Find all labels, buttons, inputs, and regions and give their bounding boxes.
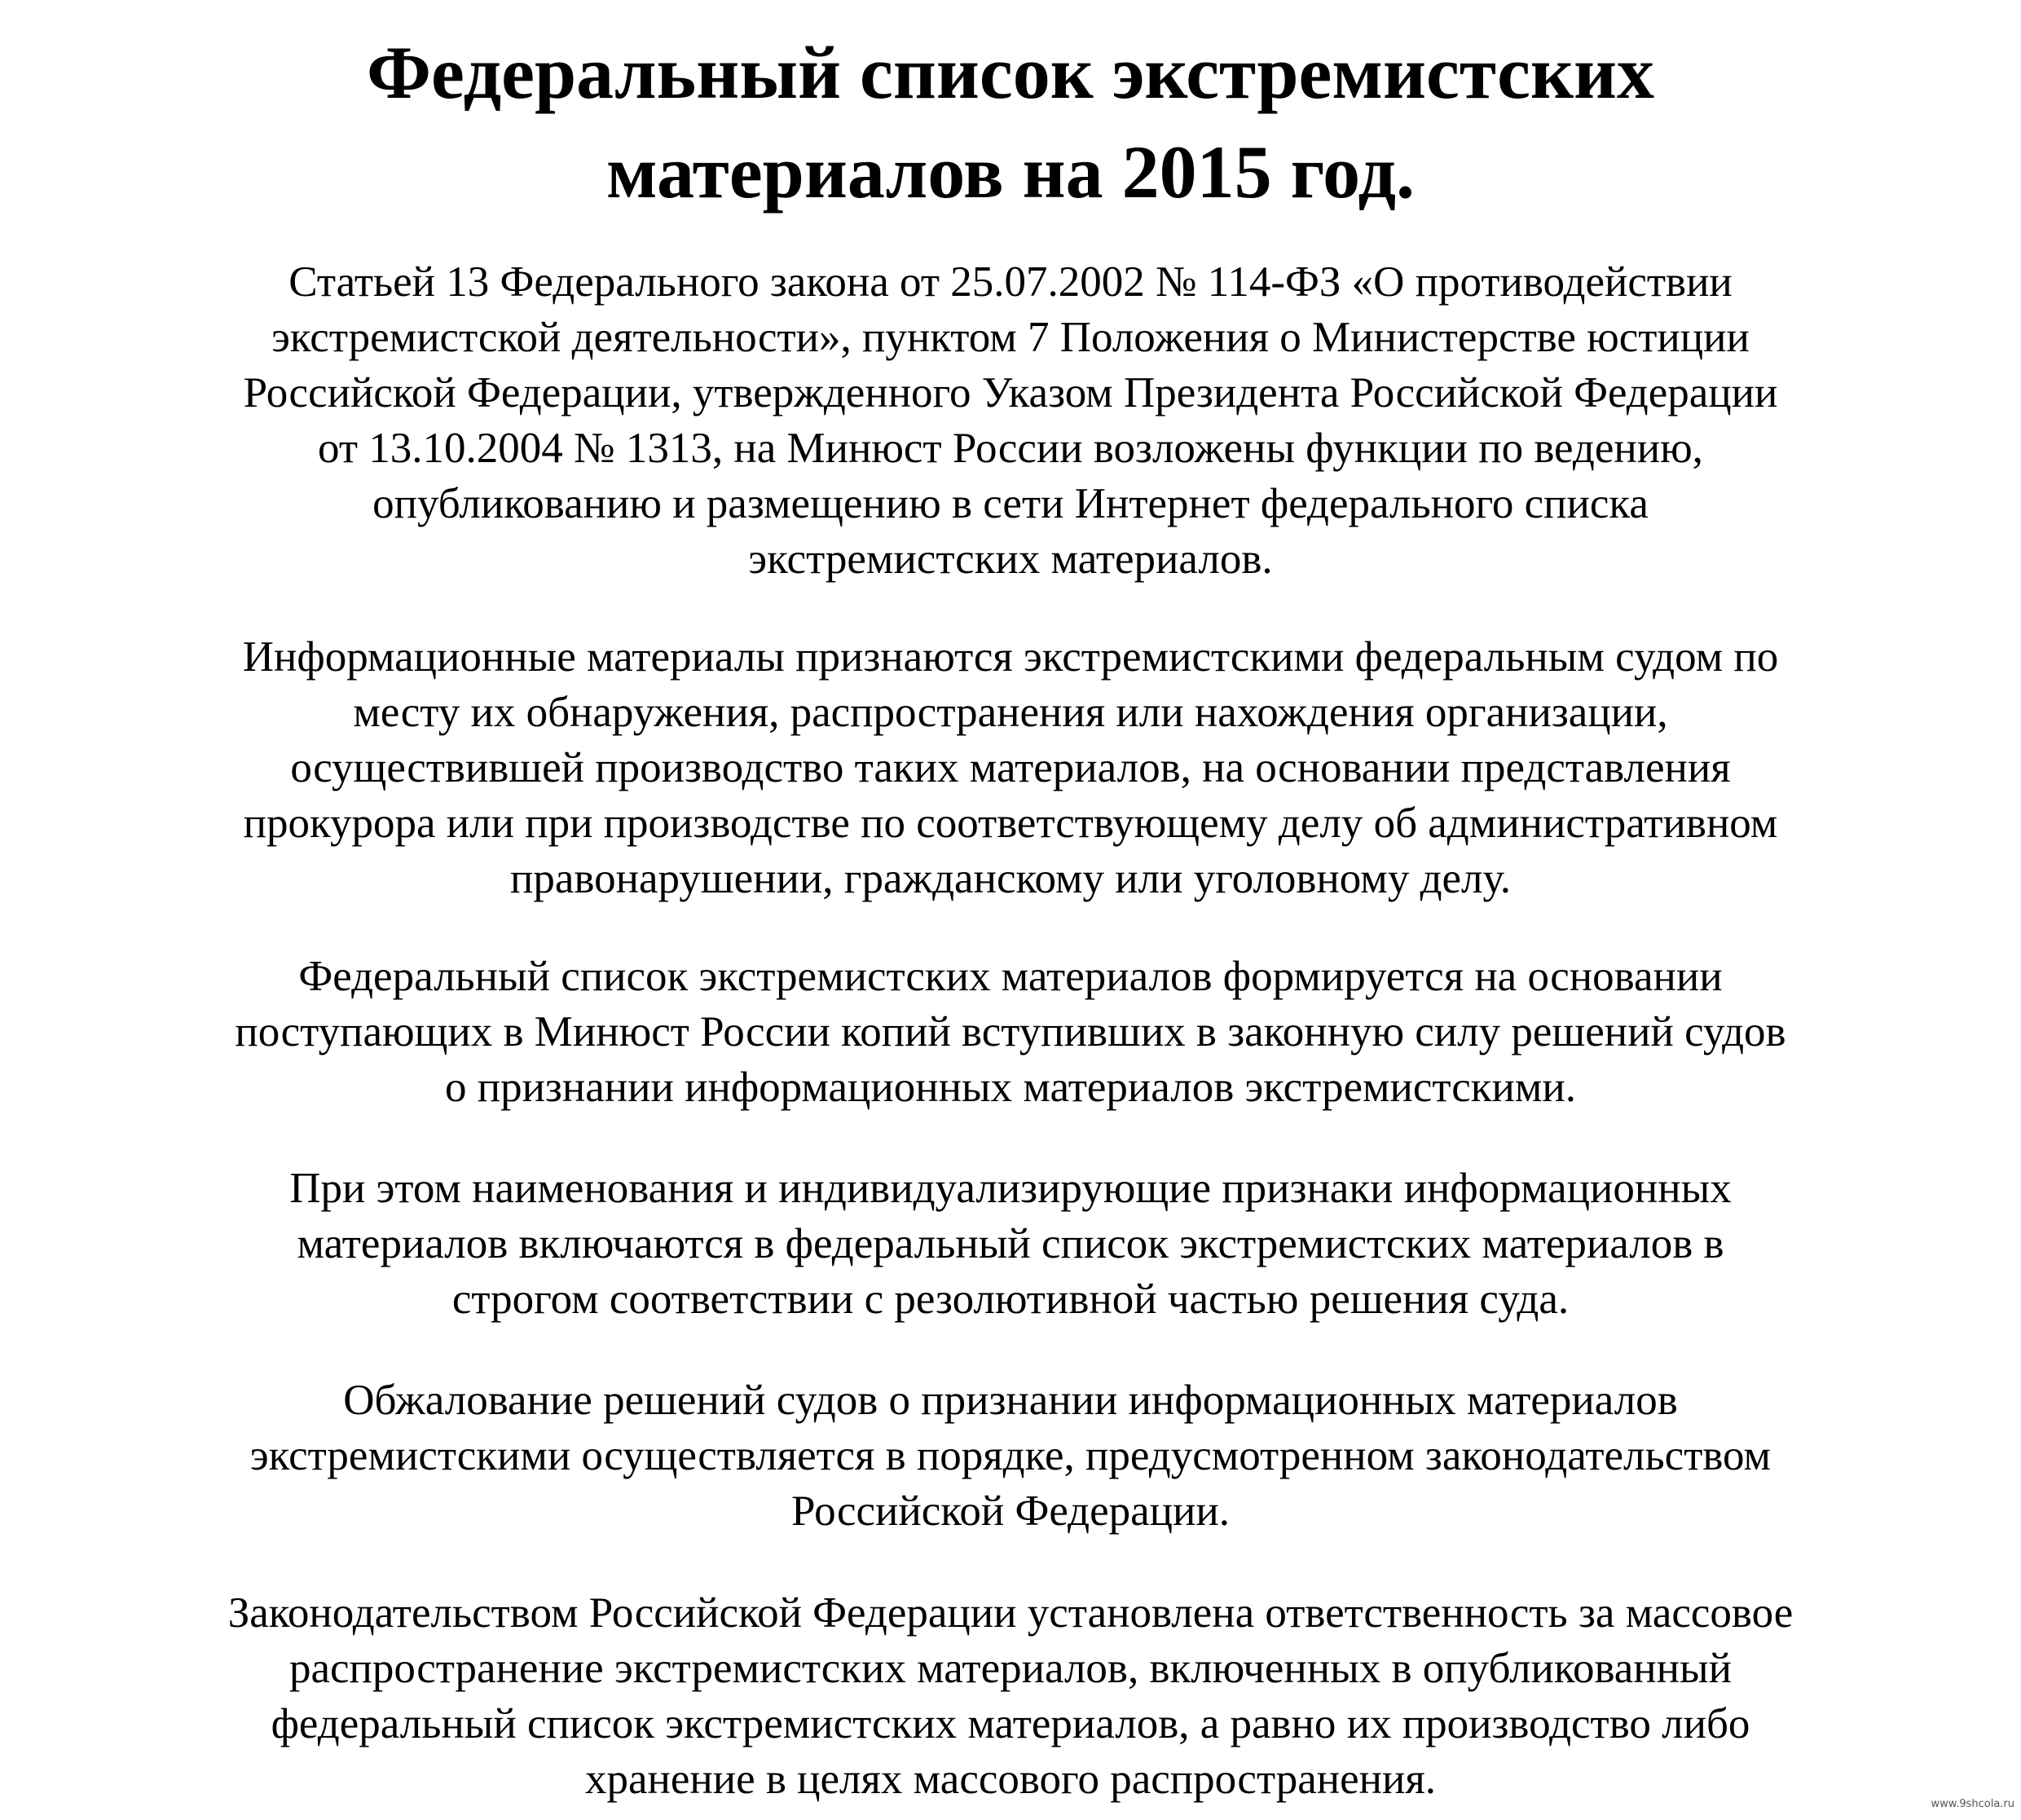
paragraph-naming (122, 1161, 1899, 1327)
text-line: материалов включаются в федеральный список экстремистских материалов в (297, 1220, 1724, 1267)
text-line: месту их обнаружения, распространения или нахождения организации, (353, 689, 1668, 736)
paragraph-legal-basis (122, 254, 1899, 587)
text-line: прокурора или при производстве по соответствующему делу об административном (243, 800, 1778, 847)
document-title (0, 23, 2021, 222)
title-line: Федеральный список экстремистских (366, 31, 1655, 114)
text-line: экстремистскими осуществляется в порядке, предусмотренном законодательством (249, 1432, 1772, 1479)
text-line: хранение в целях массового распространения. (584, 1756, 1437, 1803)
text-line: Обжалование решений судов о признании информационных материалов (343, 1377, 1678, 1424)
text-line: Статьей 13 Федерального закона от 25.07.2002 № 114-ФЗ «О противодействии (288, 258, 1733, 306)
text-line: Российской Федерации. (791, 1487, 1230, 1535)
text-line: от 13.10.2004 № 1313, на Минюст России возложены функции по ведению, (318, 425, 1703, 472)
text-line: правонарушении, гражданскому или уголовному делу. (510, 855, 1511, 902)
text-line: При этом наименования и индивидуализирующие признаки информационных (289, 1165, 1732, 1212)
text-line: поступающих в Минюст России копий вступивших в законную силу решений судов (235, 1008, 1786, 1055)
text-line: опубликованию и размещению в сети Интернет федерального списка (372, 480, 1649, 527)
paragraph-liability (122, 1585, 1899, 1807)
watermark-text: www.9shcola.ru (1931, 1798, 2014, 1810)
text-line: федеральный список экстремистских материалов, а равно их производство либо (271, 1700, 1750, 1747)
text-line: строгом соответствии с резолютивной частью решения суда. (451, 1276, 1570, 1323)
title-line: материалов на 2015 год. (605, 130, 1416, 214)
text-line: Информационные материалы признаются экстремистскими федеральным судом по (242, 633, 1779, 681)
paragraph-recognition (122, 629, 1899, 906)
text-line: Российской Федерации, утвержденного Указом Президента Российской Федерации (243, 369, 1778, 416)
text-line: Законодательством Российской Федерации установлена ответственность за массовое (227, 1589, 1794, 1637)
text-line: распространение экстремистских материалов, включенных в опубликованный (288, 1645, 1733, 1692)
text-line: экстремистских материалов. (748, 535, 1273, 583)
text-line: о признании информационных материалов экстремистскими. (444, 1064, 1577, 1111)
text-line: Федеральный список экстремистских материалов формируется на основании (298, 953, 1723, 1000)
paragraph-appeal (122, 1373, 1899, 1539)
text-line: экстремистской деятельности», пунктом 7 Положения о Министерстве юстиции (271, 314, 1750, 361)
paragraph-list-formation (122, 949, 1899, 1115)
text-line: осуществившей производство таких материалов, на основании представления (290, 744, 1731, 791)
